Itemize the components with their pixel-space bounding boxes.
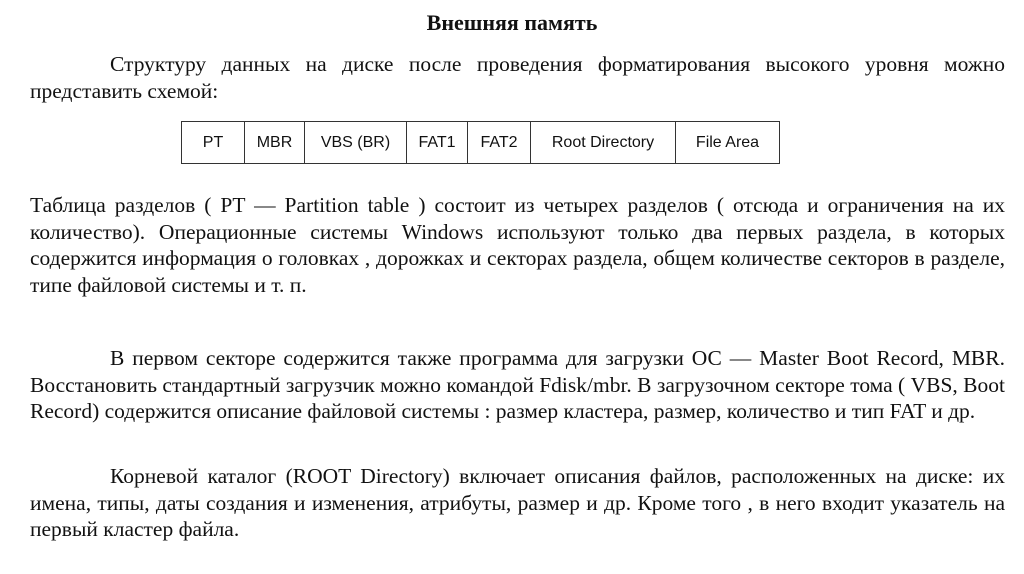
disk-structure-diagram: [181, 121, 780, 164]
disk-segment-fat2: FAT2: [468, 122, 531, 163]
page-title: Внешняя память: [426, 10, 598, 35]
disk-segment-file-area: File Area: [695, 133, 760, 151]
disk-segment-root-directory: Root Directory: [531, 122, 676, 163]
disk-segment-fat1: FAT1: [407, 122, 468, 163]
mbr-paragraph: В первом секторе содержится также программа для загрузки ОС — Master Boot Record, MBR. Восстановить стандартный загрузчик можно командой Fdisk/mbr. В загрузочном секторе тома ( VBS, Boot Record) содержится описание файловой системы : размер кластера, размер, количество и тип FAT и др.: [30, 346, 1005, 423]
intro-paragraph: Структуру данных на диске после проведения форматирования высокого уровня можно представить схемой:: [30, 52, 1005, 103]
disk-segment-vbs: VBS (BR): [305, 122, 407, 163]
disk-segment-pt: PT: [182, 122, 245, 163]
disk-segment-mbr: MBR: [245, 122, 305, 163]
root-directory-paragraph: Корневой каталог (ROOT Directory) включает описания файлов, расположенных на диске: их имена, типы, даты создания и изменения, атрибуты, размер и др. Кроме того , в него входит указатель на первый кластер файла.: [30, 464, 1005, 541]
partition-table-paragraph: Таблица разделов ( PT — Partition table ) состоит из четырех разделов ( отсюда и ограничения на их количество). Операционные системы Windows используют только два первых раздела, в которых содержится информация о головках , дорожках и секторах раздела, общем количестве секторов в разделе, типе файловой системы и т. п.: [30, 193, 1005, 297]
